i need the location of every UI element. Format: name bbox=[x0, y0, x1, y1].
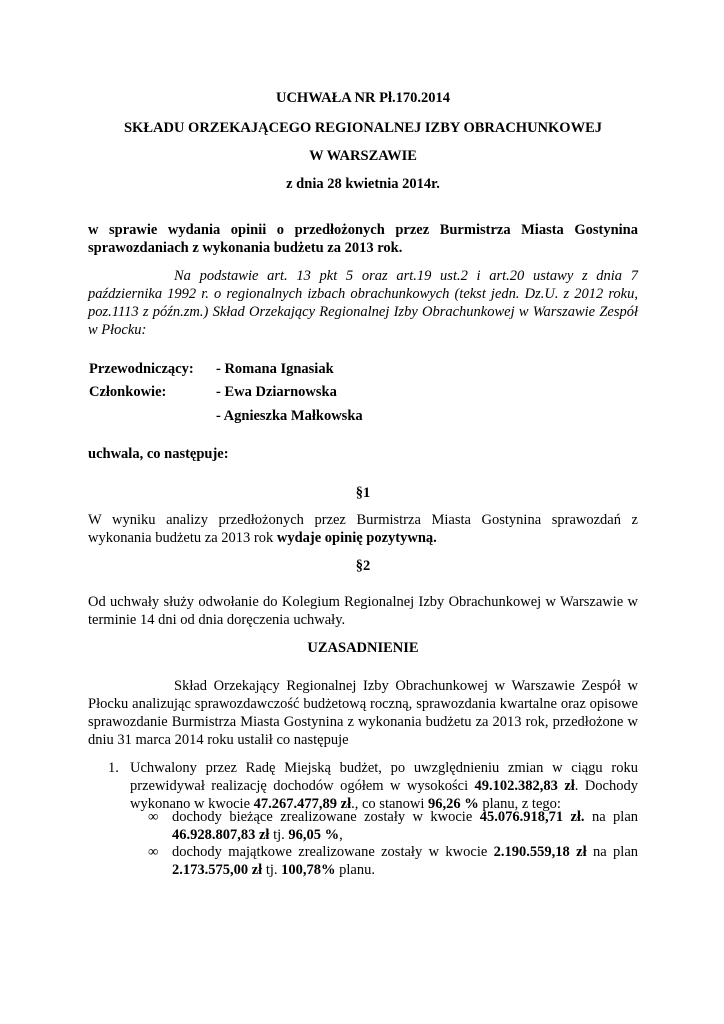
planned-income: 49.102.382,83 zł bbox=[474, 778, 575, 794]
list-item bbox=[148, 808, 638, 844]
item-text: na plan bbox=[584, 809, 639, 825]
infinity-bullet-icon: ∞ bbox=[148, 809, 159, 825]
resolution-subject: w sprawie wydania opinii o przedłożonych przez Burmistrza Miasta Gostynina sprawozdaniach z wykonania budżetu za 2013 rok. bbox=[88, 222, 638, 256]
chair-name: - Romana Ignasiak bbox=[216, 361, 334, 377]
justification-intro: Skład Orzekający Regionalnej Izby Obrachunkowej w Warszawie Zespół w Płocku analizując sprawozdawczość budżetową roczną, sprawozdania kwartalne oraz opisowe sprawozdanie Burmistrza Miasta Gostynina z wykonania budżetu za 2013 rok, przedłożone w dniu 31 marca 2014 roku ustalił co następuje bbox=[88, 678, 638, 748]
section-1-body: W wyniku analizy przedłożonych przez Burmistrza Miasta Gostynina sprawozdań z wykonania budżetu za 2013 rok bbox=[88, 512, 638, 546]
member-name: - Agnieszka Małkowska bbox=[216, 408, 363, 424]
justification-heading: UZASADNIENIE bbox=[307, 640, 419, 656]
issuing-city: W WARSZAWIE bbox=[309, 148, 417, 164]
item-text: dochody majątkowe zrealizowane zostały w kwocie bbox=[172, 844, 494, 860]
income-summary bbox=[130, 759, 638, 813]
section-1-heading: §1 bbox=[355, 485, 371, 501]
item-text: dochody bieżące zrealizowane zostały w kwocie bbox=[172, 809, 480, 825]
member-name: - Ewa Dziarnowska bbox=[216, 384, 337, 400]
current-income-planned: 46.928.807,83 zł bbox=[172, 827, 270, 843]
item-text: ., co stanowi bbox=[351, 796, 429, 812]
resolution-date: z dnia 28 kwietnia 2014r. bbox=[286, 176, 440, 192]
capital-income-planned: 2.173.575,00 zł bbox=[172, 862, 263, 878]
section-2-text: Od uchwały służy odwołanie do Kolegium Regionalnej Izby Obrachunkowej w Warszawie w terminie 14 dni od dnia doręczenia uchwały. bbox=[88, 594, 638, 628]
item-text: na plan bbox=[586, 844, 639, 860]
executed-income: 47.267.477,89 zł bbox=[253, 796, 352, 812]
item-text: planu. bbox=[335, 862, 375, 878]
current-income bbox=[172, 808, 638, 844]
item-text: Uchwalony przez Radę Miejską budżet, po uwzględnieniu zmian w ciągu roku przewidywał realizację dochodów ogółem w wysokości bbox=[130, 760, 638, 794]
section-2-heading: §2 bbox=[355, 558, 371, 574]
resolution-number: UCHWAŁA NR Pł.170.2014 bbox=[275, 90, 450, 106]
chair-label: Przewodniczący: bbox=[89, 361, 194, 377]
resolves-statement: uchwala, co następuje: bbox=[88, 446, 229, 462]
section-1-text bbox=[88, 511, 638, 547]
current-income-percent: 96,05 % bbox=[288, 827, 340, 843]
item-text: tj. bbox=[262, 862, 282, 878]
issuing-body: SKŁADU ORZEKAJĄCEGO REGIONALNEJ IZBY OBRACHUNKOWEJ bbox=[123, 120, 603, 136]
execution-percent: 96,26 % bbox=[428, 796, 479, 812]
capital-income-percent: 100,78% bbox=[281, 862, 336, 878]
legal-basis: Na podstawie art. 13 pkt 5 oraz art.19 ust.2 i art.20 ustawy z dnia 7 października 1992 r. o regionalnych izbach obrachunkowych (tekst jedn. Dz.U. z 2012 roku, poz.1113 z późn.zm.) Skład Orzekający Regionalnej Izby Obrachunkowej w Warszawie Zespół w Płocku: bbox=[88, 268, 638, 338]
positive-opinion: wydaje opinię pozytywną. bbox=[276, 530, 437, 546]
capital-income bbox=[172, 843, 638, 879]
item-number: 1. bbox=[108, 760, 119, 776]
current-income-executed: 45.076.918,71 zł. bbox=[479, 809, 585, 825]
item-text: tj. bbox=[269, 827, 289, 843]
infinity-bullet-icon: ∞ bbox=[148, 844, 159, 860]
members-label: Członkowie: bbox=[89, 384, 167, 400]
capital-income-executed: 2.190.559,18 zł bbox=[493, 844, 587, 860]
item-text: . Dochody wykonano w kwocie bbox=[130, 778, 638, 812]
list-item bbox=[148, 843, 638, 879]
item-text: , bbox=[339, 827, 343, 843]
item-text: planu, z tego: bbox=[478, 796, 561, 812]
